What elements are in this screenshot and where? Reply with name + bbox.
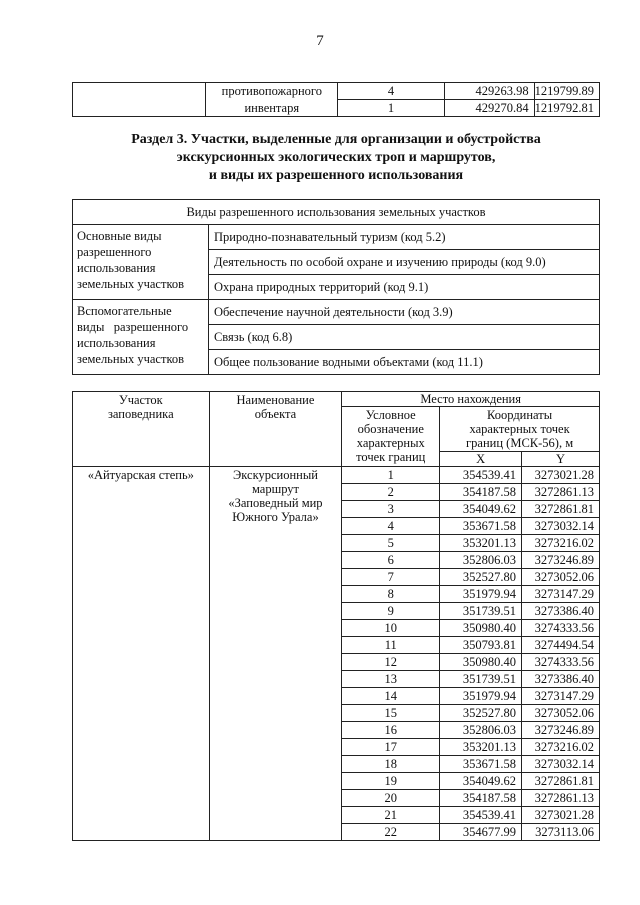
point-number: 4 — [342, 518, 440, 535]
coord-x: 350793.81 — [440, 637, 522, 654]
header-line: характерных — [356, 436, 425, 450]
coord-x: 354187.58 — [440, 790, 522, 807]
permitted-uses-table — [72, 199, 600, 375]
coord-x: 353671.58 — [440, 756, 522, 773]
use-item: Обеспечение научной деятельности (код 3.9) — [208, 300, 599, 325]
coord-y: 3272861.13 — [522, 790, 600, 807]
coord-y: 3274333.56 — [522, 620, 600, 637]
point-number: 7 — [342, 569, 440, 586]
coord-y: 1219799.89 — [534, 83, 599, 100]
coord-x: 353201.13 — [440, 739, 522, 756]
header-line: границ (МСК-56), м — [466, 436, 574, 450]
header-line: заповедника — [107, 407, 174, 421]
coord-x: 354187.58 — [440, 484, 522, 501]
coord-x: 350980.40 — [440, 620, 522, 637]
point-number: 14 — [342, 688, 440, 705]
coord-x: 353671.58 — [440, 518, 522, 535]
point-number: 21 — [342, 807, 440, 824]
coord-x: 353201.13 — [440, 535, 522, 552]
coord-y: 3272861.13 — [522, 484, 600, 501]
section-title-line: экскурсионных экологических троп и маршрутов, — [176, 150, 496, 165]
point-number: 12 — [342, 654, 440, 671]
object-line: Экскурсионный — [233, 468, 318, 482]
coord-x: 352806.03 — [440, 552, 522, 569]
use-item: Охрана природных территорий (код 9.1) — [208, 275, 599, 300]
use-item: Природно-познавательный туризм (код 5.2) — [208, 225, 599, 250]
coord-y: 3273147.29 — [522, 688, 600, 705]
coord-x: 351979.94 — [440, 586, 522, 603]
point-number: 13 — [342, 671, 440, 688]
coord-y: 3273216.02 — [522, 739, 600, 756]
table-row — [73, 467, 600, 484]
coord-y: 1219792.81 — [534, 100, 599, 117]
point-number: 19 — [342, 773, 440, 790]
point-number: 11 — [342, 637, 440, 654]
header-line: Наименование — [236, 393, 315, 407]
point-number: 22 — [342, 824, 440, 841]
header-coordinates — [440, 407, 600, 452]
coord-y: 3273147.29 — [522, 586, 600, 603]
coord-y: 3274333.56 — [522, 654, 600, 671]
object-name-line: противопожарного — [206, 83, 338, 100]
header-line: объекта — [254, 407, 297, 421]
point-number: 2 — [342, 484, 440, 501]
coord-y: 3273246.89 — [522, 722, 600, 739]
coord-y: 3273021.28 — [522, 467, 600, 484]
point-number: 6 — [342, 552, 440, 569]
header-point — [342, 407, 440, 467]
coord-y: 3273216.02 — [522, 535, 600, 552]
coord-x: 351979.94 — [440, 688, 522, 705]
section-title-line: и виды их разрешенного использования — [208, 168, 464, 183]
coord-y: 3273113.06 — [522, 824, 600, 841]
object-line: маршрут — [251, 482, 299, 496]
category-line: использования — [77, 261, 156, 275]
object-line: Южного Урала» — [232, 510, 319, 524]
point-number: 16 — [342, 722, 440, 739]
coord-x: 352806.03 — [440, 722, 522, 739]
header-line: обозначение — [357, 422, 424, 436]
header-line: точек границ — [356, 450, 426, 464]
point-number: 1 — [342, 467, 440, 484]
use-item: Общее пользование водными объектами (код 11.1) — [208, 350, 599, 375]
category-line: использования — [77, 336, 156, 350]
point-number: 4 — [338, 83, 445, 100]
category-line: земельных участков — [77, 352, 185, 366]
coord-y: 3274494.54 — [522, 637, 600, 654]
table-row — [73, 225, 600, 250]
section-title-line: Раздел 3. Участки, выделенные для организации и обустройства — [131, 132, 541, 147]
object-line: «Заповедный мир — [228, 496, 323, 510]
point-number: 20 — [342, 790, 440, 807]
coordinates-table — [72, 391, 600, 841]
continuation-table — [72, 82, 600, 117]
header-x: X — [440, 452, 522, 467]
header-location: Место нахождения — [342, 392, 600, 407]
use-item: Деятельность по особой охране и изучению природы (код 9.0) — [208, 250, 599, 275]
coord-x: 350980.40 — [440, 654, 522, 671]
coord-y: 3272861.81 — [522, 773, 600, 790]
header-line: Координаты — [487, 408, 553, 422]
coord-y: 3273246.89 — [522, 552, 600, 569]
coord-x: 429270.84 — [444, 100, 534, 117]
use-item: Связь (код 6.8) — [208, 325, 599, 350]
coord-x: 354539.41 — [440, 807, 522, 824]
page-number: 7 — [316, 33, 324, 49]
header-y: Y — [522, 452, 600, 467]
category-auxiliary — [73, 300, 209, 375]
coord-y: 3273386.40 — [522, 671, 600, 688]
header-site — [73, 392, 210, 467]
table-row — [73, 83, 600, 100]
category-line: разрешенного — [77, 245, 152, 259]
coord-y: 3273386.40 — [522, 603, 600, 620]
object-name — [209, 467, 342, 841]
table-row — [73, 300, 600, 325]
coord-y: 3273052.06 — [522, 569, 600, 586]
coord-x: 352527.80 — [440, 705, 522, 722]
category-line: Вспомогательные — [77, 304, 172, 318]
category-line: виды разрешенного — [77, 320, 189, 334]
site-name: «Айтуарская степь» — [73, 467, 210, 841]
coord-x: 429263.98 — [444, 83, 534, 100]
coord-x: 354049.62 — [440, 773, 522, 790]
coord-y: 3273032.14 — [522, 756, 600, 773]
point-number: 8 — [342, 586, 440, 603]
point-number: 18 — [342, 756, 440, 773]
category-line: Основные виды — [77, 229, 162, 243]
point-number: 1 — [338, 100, 445, 117]
point-number: 9 — [342, 603, 440, 620]
coord-y: 3272861.81 — [522, 501, 600, 518]
point-number: 5 — [342, 535, 440, 552]
object-name-line: инвентаря — [206, 100, 338, 117]
point-number: 10 — [342, 620, 440, 637]
coord-x: 351739.51 — [440, 671, 522, 688]
category-main — [73, 225, 209, 300]
coord-x: 351739.51 — [440, 603, 522, 620]
header-line: Условное — [365, 408, 416, 422]
point-number: 17 — [342, 739, 440, 756]
coord-x: 354049.62 — [440, 501, 522, 518]
header-line: Участок — [118, 393, 163, 407]
coord-y: 3273032.14 — [522, 518, 600, 535]
coord-y: 3273021.28 — [522, 807, 600, 824]
header-line: характерных точек — [469, 422, 570, 436]
coord-x: 354677.99 — [440, 824, 522, 841]
site-cell — [73, 83, 206, 117]
point-number: 15 — [342, 705, 440, 722]
coord-x: 352527.80 — [440, 569, 522, 586]
coord-y: 3273052.06 — [522, 705, 600, 722]
category-line: земельных участков — [77, 277, 185, 291]
point-number: 3 — [342, 501, 440, 518]
header-object-name — [209, 392, 342, 467]
section-title — [72, 131, 600, 185]
coord-x: 354539.41 — [440, 467, 522, 484]
uses-table-header: Виды разрешенного использования земельных участков — [73, 200, 600, 225]
